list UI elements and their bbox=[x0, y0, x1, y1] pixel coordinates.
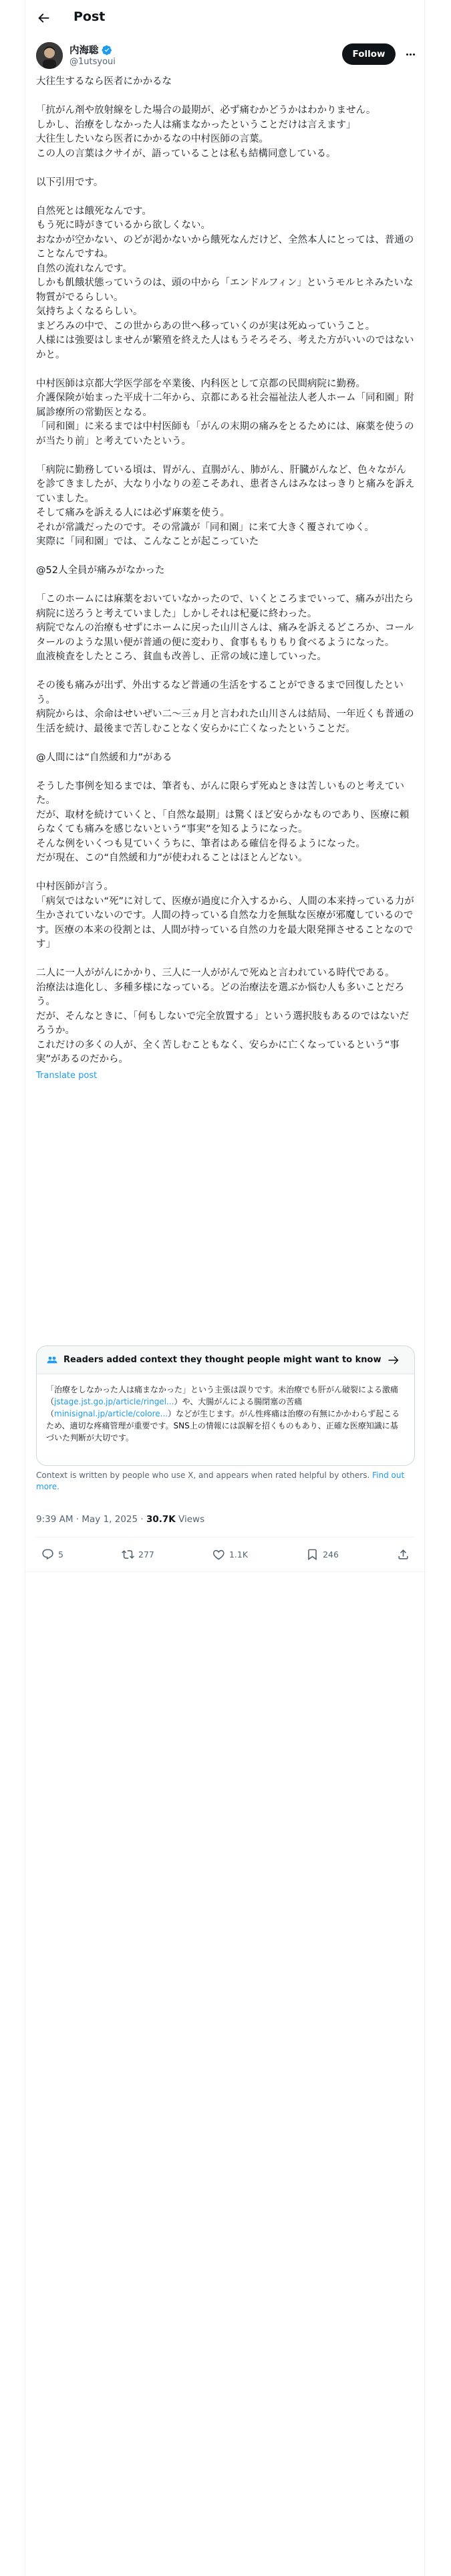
bookmark-icon bbox=[306, 1548, 319, 1561]
like-button[interactable] bbox=[212, 1548, 248, 1561]
reply-icon bbox=[41, 1548, 54, 1561]
post-column bbox=[25, 0, 425, 2576]
post-paragraph: その後も痛みが出ず、外出するなど普通の生活をすることができるまで回復したという。 病院からは、余命はせいぜい二〜三ヵ月と言われた山川さんは結局、一年近くも普通の生活を続け、最後まで苦しむことなく安らかに亡くなったということだ。 bbox=[36, 680, 414, 734]
community-note-text: 「治療をしなかった人は痛まなかった」という主張は誤りです。未治療でも肝がん破裂による激痛（jstage.jst.go.jp/article/ringel...）や、大腸がんによる腸閉塞の苦痛（minisignal.jp/article/colore...）などが生じます。がん性疼痛は治療の有無にかかわらず起こるため、適切な疼痛管理が重要です。SNS上の情報には誤解を招くものもあり、正確な医療知識に基づいた判断が大切です。 bbox=[46, 1385, 400, 1442]
avatar-image-icon bbox=[36, 42, 63, 69]
post-paragraph: @人間には“自然緩和力”がある bbox=[36, 752, 172, 763]
people-icon bbox=[46, 1354, 58, 1366]
post-paragraph: 「このホームには麻薬をおいていなかったので、いくところまでいって、痛みが出たら病院に送ろうと考えていました」しかしそれは杞憂に終わった。 病院でなんの治療もせずにホームに戻った山川さんは、痛みを訴えるどころか、コールタールのような黒い便が普通の便に変わり、食事ももりもり食べるようになった。 血液検査をしたところ、貧血も改善し、正常の域に達していった。 bbox=[36, 594, 414, 662]
repost-count: 277 bbox=[138, 1549, 154, 1560]
post-paragraph: 中村医師は京都大学医学部を卒業後、内科医として京都の民間病院に勤務。 介護保険が始まった平成十二年から、京都にある社会福祉法人老人ホーム「同和園」附属診療所の常勤医となる。 「同和園」に来るまでは中村医師も「がんの末期の痛みをとるためには、麻薬を使うのが当たり前」と考えていたという。 bbox=[36, 378, 414, 447]
post-paragraph: 「病院に勤務している頃は、胃がん、直腸がん、肺がん、肝臓がんなど、色々ながんを診てきましたが、大なり小なりの差こそあれ、患者さんはみなはっきりと痛みを訴えていました。 そして痛みを訴える人には必ず麻薬を使う。 それが常識だったのです。その常識が「同和園」に来て大きく覆されてゆく。 実際に「同和園」では、こんなことが起こっていた bbox=[36, 464, 415, 547]
action-bar bbox=[36, 1537, 415, 1571]
note-source-link[interactable]: jstage.jst.go.jp/article/ringel... bbox=[54, 1397, 174, 1406]
author-handle[interactable]: @1utsyoui bbox=[69, 57, 116, 67]
community-note-footer: Context is written by people who use X, and appears when rated helpful by others. Find out more. bbox=[36, 1471, 405, 1491]
post-paragraph: @52人全員が痛みがなかった bbox=[36, 565, 165, 576]
translate-post-link[interactable]: Translate post bbox=[36, 1070, 98, 1081]
community-note-header[interactable] bbox=[37, 1346, 414, 1374]
community-note-title: Readers added context they thought people might want to know bbox=[63, 1355, 382, 1365]
avatar[interactable] bbox=[36, 42, 63, 69]
post-paragraph: 二人に一人ががんにかかり、三人に一人ががんで死ぬと言われている時代である。 治療法は進化し、多種多様になっている。どの治療法を選ぶか悩む人も多いことだろう。 だが、そんなときに、「何もしないで完全放置する」という選択肢もあるのではないだろうか。 これだけの多くの人が、全く苦しむこともなく、安らかに亡くなっているという“事実”があるのだから。 bbox=[36, 968, 410, 1065]
post-paragraph: 自然死とは餓死なんです。 もう死に時がきているから欲しくない。 おなかが空かない、のどが渇かないから餓死なんだけど、全然本人にとっては、普通のことなんですね。 自然の流れなんです。 しかも飢餓状態っていうのは、頭の中から「エンドルフィン」というモルヒネみたいな物質がでるらしい。 気持ちよくなるらしい。 まどろみの中で、この世からあの世へ移っていくのが実は死ぬっていうこと。 人様には強要はしませんが繁殖を終えた人はもうそろそろ、考えた方がいいのではないかと。 bbox=[36, 205, 414, 360]
views-count: 30.7K bbox=[146, 1514, 176, 1525]
like-count: 1.1K bbox=[229, 1549, 249, 1560]
post-timestamp[interactable]: 9:39 AM · May 1, 2025 · bbox=[36, 1514, 146, 1525]
share-button[interactable] bbox=[397, 1548, 410, 1561]
page-title: Post bbox=[73, 9, 106, 24]
top-bar bbox=[25, 0, 426, 35]
bookmark-button[interactable] bbox=[306, 1548, 339, 1561]
post-paragraph: 中村医師が言う。 「病気ではない“死”に対して、医療が過度に介入するから、人間の本来持っている力が生かされていないのです。人間の持っている自然な力を無駄な医療が邪魔しているのです。医療の本来の役割とは、人間が持っている自然の力を最大限発揮させることなのです」 bbox=[36, 881, 414, 950]
repost-icon bbox=[122, 1548, 134, 1561]
more-options-icon[interactable] bbox=[403, 47, 418, 62]
heart-icon bbox=[212, 1548, 225, 1561]
post-paragraph: 以下引用です。 bbox=[36, 177, 104, 188]
verified-badge-icon bbox=[102, 45, 112, 56]
note-source-link[interactable]: minisignal.jp/article/colore... bbox=[54, 1409, 168, 1418]
repost-button[interactable] bbox=[122, 1548, 154, 1561]
bookmark-count: 246 bbox=[323, 1549, 339, 1560]
author-name-row[interactable] bbox=[69, 43, 112, 57]
author-name[interactable]: 内海聡 bbox=[69, 45, 99, 56]
views-label: Views bbox=[175, 1514, 205, 1525]
reply-count: 5 bbox=[58, 1549, 63, 1560]
arrow-right-icon[interactable] bbox=[388, 1354, 400, 1366]
reply-button[interactable] bbox=[41, 1548, 63, 1561]
follow-button[interactable]: Follow bbox=[342, 43, 396, 65]
back-arrow-icon[interactable] bbox=[36, 11, 51, 25]
post-body bbox=[36, 75, 415, 1083]
post-paragraph: 大往生するなら医者にかかるな bbox=[36, 76, 172, 87]
share-icon bbox=[397, 1548, 410, 1561]
post-meta bbox=[36, 1514, 204, 1525]
find-out-more-link[interactable]: Find out more. bbox=[36, 1471, 405, 1491]
post-paragraph: 「抗がん剤や放射線をした場合の最期が、必ず痛むかどうかはわかりません。 しかし、治療をしなかった人は痛まなかったということだけは言えます」 大往生したいなら医者にかかるなの中村医師の言葉。 この人の言葉はクサイが、語っていることは私も結構同意している。 bbox=[36, 105, 376, 159]
community-note[interactable] bbox=[36, 1346, 415, 1466]
post-paragraph: そうした事例を知るまでは、筆者も、がんに限らず死ぬときは苦しいものと考えていた。 だが、取材を続けていくと、「自然な最期」は驚くほど安らかなものであり、医療に頼らなくても痛みを感じないという“事実”を知るようになった。 そんな例をいくつも見ていくうちに、筆者はある確信を得るようになった。 だが現在、この“自然緩和力”が使われることはほとんどない。 bbox=[36, 780, 410, 863]
